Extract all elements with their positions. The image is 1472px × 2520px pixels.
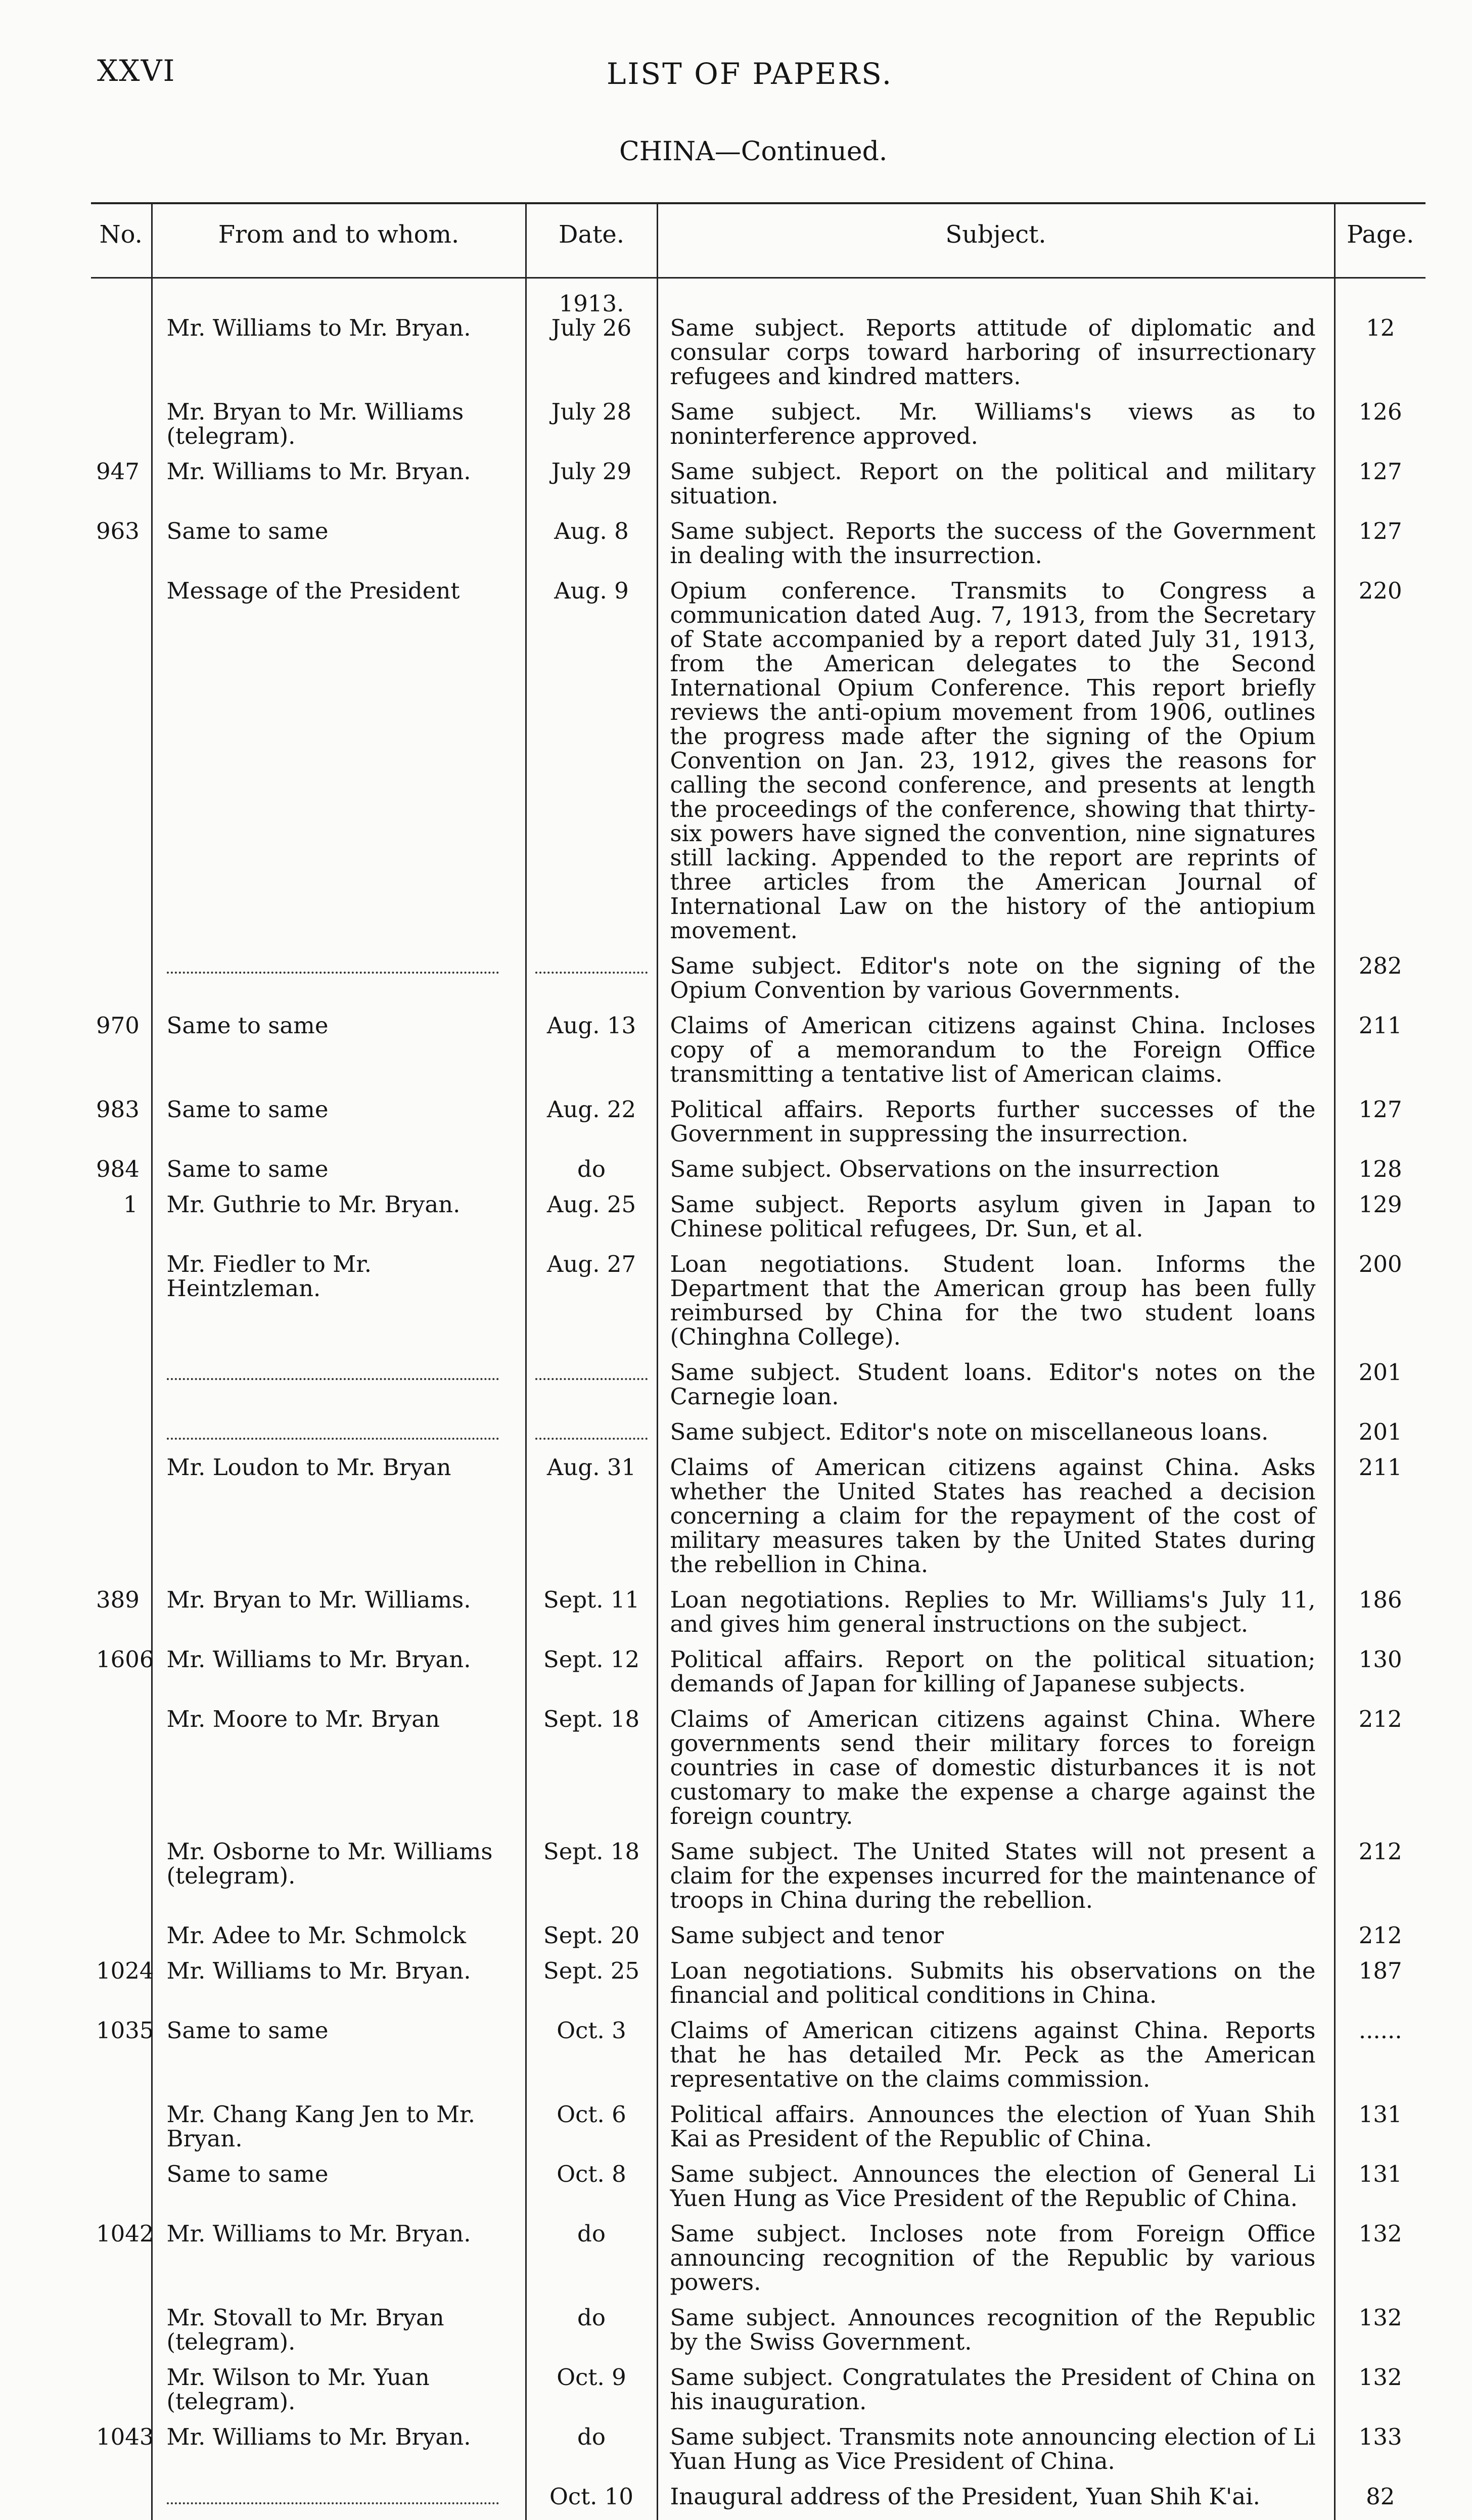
- empty-cell: [91, 1455, 152, 1588]
- table-header-row: [91, 203, 1425, 278]
- paper-date: Sept. 11: [526, 1588, 657, 1647]
- page-ref: 132: [1335, 2222, 1425, 2306]
- empty-cell: [91, 954, 152, 1014]
- table-row: [91, 1647, 1425, 1707]
- dotted-leader-line: [535, 1365, 648, 1380]
- paper-date: Sept. 12: [526, 1647, 657, 1707]
- empty-cell: [91, 1707, 152, 1840]
- paper-date: Oct. 10: [526, 2485, 657, 2520]
- empty-cell: [91, 2365, 152, 2425]
- dotted-leader-line: [167, 1365, 499, 1380]
- empty-cell: [91, 1923, 152, 1959]
- paper-date: do: [526, 2222, 657, 2306]
- table-row: [91, 1420, 1425, 1455]
- paper-subject: Same subject. The United States will not present a claim for the expenses incurred for the maintenance of troops in China during the rebellion.: [657, 1840, 1335, 1923]
- paper-subject: Loan negotiations. Student loan. Informs the Department that the American group has been fully reimbursed by China for the two student loans (Chinghna College).: [657, 1252, 1335, 1360]
- paper-number: 1042: [96, 2220, 154, 2247]
- paper-number: 984: [96, 1156, 140, 1182]
- paper-subject: Claims of American citizens against China. Incloses copy of a memorandum to the Foreign Office transmitting a tentative list of American claims.: [657, 1014, 1335, 1097]
- page-ref: 82: [1335, 2485, 1425, 2520]
- page-ref: 186: [1335, 1588, 1425, 1647]
- paper-subject: Same subject. Reports asylum given in Japan to Chinese political refugees, Dr. Sun, et al.: [657, 1193, 1335, 1252]
- page-number: XXVI: [97, 54, 176, 88]
- from-to-whom: Mr. Adee to Mr. Schmolck: [152, 1923, 526, 1959]
- paper-date: Aug. 27: [526, 1252, 657, 1360]
- from-to-whom: Mr. Williams to Mr. Bryan.: [152, 1959, 526, 2019]
- paper-number: 970: [96, 1012, 140, 1039]
- paper-date: Sept. 18: [526, 1707, 657, 1840]
- from-to-whom: Mr. Osborne to Mr. Williams (telegram).: [152, 1840, 526, 1923]
- paper-date: Aug. 8: [526, 519, 657, 579]
- paper-date: Sept. 18: [526, 1840, 657, 1923]
- page-ref: 211: [1335, 1014, 1425, 1097]
- papers-table: [91, 202, 1425, 2520]
- from-to-whom: Mr. Loudon to Mr. Bryan: [152, 1455, 526, 1588]
- dotted-leader-line: [167, 958, 499, 974]
- section-subheading: CHINA—Continued.: [619, 136, 888, 167]
- from-to-whom: Mr. Williams to Mr. Bryan.: [152, 2425, 526, 2485]
- page-ref: 187: [1335, 1959, 1425, 2019]
- empty-cell: [91, 2306, 152, 2365]
- from-to-whom: Same to same: [152, 1097, 526, 1157]
- from-to-whom: Mr. Fiedler to Mr. Heintzleman.: [152, 1252, 526, 1360]
- empty-cell: [91, 579, 152, 954]
- empty-cell: [91, 1840, 152, 1923]
- page-ref: ......: [1335, 2019, 1425, 2102]
- page-ref: 127: [1335, 1097, 1425, 1157]
- from-to-whom: Mr. Williams to Mr. Bryan.: [152, 1647, 526, 1707]
- empty-cell: [91, 1420, 152, 1455]
- table-row: [91, 2365, 1425, 2425]
- table-row: [91, 1252, 1425, 1360]
- column-header-page: Page.: [1335, 203, 1425, 278]
- paper-subject: Same subject. Editor's note on miscellaneous loans.: [657, 1420, 1335, 1455]
- from-to-whom: Same to same: [152, 519, 526, 579]
- dotted-leader-line: [167, 1425, 499, 1440]
- table-row: [91, 1360, 1425, 1420]
- paper-subject: Claims of American citizens against China. Where governments send their military forces to foreign countries in case of domestic disturbances it is not customary to make the expense a charge against the foreign country.: [657, 1707, 1335, 1840]
- page-ref: 129: [1335, 1193, 1425, 1252]
- year-row: [91, 278, 1425, 316]
- page-ref: 133: [1335, 2425, 1425, 2485]
- paper-subject: Political affairs. Announces the election of Yuan Shih Kai as President of the Republic of China.: [657, 2102, 1335, 2162]
- table-row: [91, 519, 1425, 579]
- paper-number: 1035: [96, 2017, 154, 2044]
- table-row: [91, 2425, 1425, 2485]
- from-to-whom: Mr. Wilson to Mr. Yuan (telegram).: [152, 2365, 526, 2425]
- paper-date: Oct. 6: [526, 2102, 657, 2162]
- paper-subject: Claims of American citizens against China. Reports that he has detailed Mr. Peck as the American representative on the claims commission.: [657, 2019, 1335, 2102]
- from-to-whom: Mr. Williams to Mr. Bryan.: [152, 316, 526, 400]
- paper-subject: Same subject. Report on the political and military situation.: [657, 460, 1335, 519]
- from-to-whom: Same to same: [152, 2162, 526, 2222]
- dotted-leader: [152, 954, 526, 1014]
- empty-cell: [91, 2162, 152, 2222]
- paper-subject: Inaugural address of the President, Yuan Shih K'ai.: [657, 2485, 1335, 2520]
- table-row: [91, 2222, 1425, 2306]
- dotted-leader: [152, 1360, 526, 1420]
- paper-date: Aug. 22: [526, 1097, 657, 1157]
- page-ref: 212: [1335, 1840, 1425, 1923]
- paper-date: Oct. 9: [526, 2365, 657, 2425]
- table-row: [91, 400, 1425, 460]
- page-ref: 126: [1335, 400, 1425, 460]
- paper-date: July 28: [526, 400, 657, 460]
- table-row: [91, 1923, 1425, 1959]
- paper-subject: Same subject. Mr. Williams's views as to noninterference approved.: [657, 400, 1335, 460]
- paper-subject: Same subject. Incloses note from Foreign Office announcing recognition of the Republic by various powers.: [657, 2222, 1335, 2306]
- paper-subject: Claims of American citizens against China. Asks whether the United States has reached a decision concerning a claim for the repayment of the cost of military measures taken by the United States during the rebellion in China.: [657, 1455, 1335, 1588]
- paper-date: do: [526, 2306, 657, 2365]
- paper-date: July 29: [526, 460, 657, 519]
- dotted-leader-line: [167, 2489, 499, 2504]
- page-ref: 132: [1335, 2306, 1425, 2365]
- table-row: [91, 316, 1425, 400]
- dotted-leader-line: [535, 958, 648, 974]
- paper-number: 1024: [96, 1957, 154, 1984]
- empty-cell: [91, 2102, 152, 2162]
- table-row: [91, 2306, 1425, 2365]
- paper-date: July 26: [526, 316, 657, 400]
- paper-subject: Political affairs. Report on the political situation; demands of Japan for killing of Japanese subjects.: [657, 1647, 1335, 1707]
- year-label: 1913.: [526, 278, 657, 316]
- paper-date: Sept. 20: [526, 1923, 657, 1959]
- page-ref: 201: [1335, 1420, 1425, 1455]
- paper-subject: Opium conference. Transmits to Congress a communication dated Aug. 7, 1913, from the Secretary of State accompanied by a report dated July 31, 1913, from the American delegates to the Second International Opium Conference. This report briefly reviews the anti-opium movement from 1906, outlines the progress made after the signing of the Opium Convention on Jan. 23, 1912, gives the reasons for calling the second conference, and presents at length the proceedings of the conference, showing that thirty-six powers have signed the convention, nine signatures still lacking. Appended to the report are reprints of three articles from the American Journal of International Law on the history of the antiopium movement.: [657, 579, 1335, 954]
- from-to-whom: Mr. Williams to Mr. Bryan.: [152, 460, 526, 519]
- paper-subject: Loan negotiations. Submits his observations on the financial and political conditions in China.: [657, 1959, 1335, 2019]
- page-ref: 211: [1335, 1455, 1425, 1588]
- dotted-leader: [526, 1360, 657, 1420]
- table-row: [91, 579, 1425, 954]
- paper-subject: Same subject and tenor: [657, 1923, 1335, 1959]
- paper-subject: Political affairs. Reports further successes of the Government in suppressing the insurrection.: [657, 1097, 1335, 1157]
- paper-date: Aug. 13: [526, 1014, 657, 1097]
- paper-subject: Same subject. Student loans. Editor's notes on the Carnegie loan.: [657, 1360, 1335, 1420]
- from-to-whom: Mr. Williams to Mr. Bryan.: [152, 2222, 526, 2306]
- page-title: LIST OF PAPERS.: [607, 57, 893, 91]
- table-row: [91, 2019, 1425, 2102]
- empty-cell: [91, 316, 152, 400]
- table-row: [91, 1097, 1425, 1157]
- dotted-leader-line: [535, 1425, 648, 1440]
- paper-subject: Loan negotiations. Replies to Mr. Williams's July 11, and gives him general instructions on the subject.: [657, 1588, 1335, 1647]
- page-ref: 282: [1335, 954, 1425, 1014]
- paper-subject: Same subject. Announces recognition of the Republic by the Swiss Government.: [657, 2306, 1335, 2365]
- page-ref: 220: [1335, 579, 1425, 954]
- paper-date: Aug. 31: [526, 1455, 657, 1588]
- paper-date: Sept. 25: [526, 1959, 657, 2019]
- paper-subject: Same subject. Reports attitude of diplomatic and consular corps toward harboring of insurrectionary refugees and kindred matters.: [657, 316, 1335, 400]
- table-row: [91, 2162, 1425, 2222]
- from-to-whom: Mr. Bryan to Mr. Williams (telegram).: [152, 400, 526, 460]
- from-to-whom: Mr. Guthrie to Mr. Bryan.: [152, 1193, 526, 1252]
- from-to-whom: Mr. Moore to Mr. Bryan: [152, 1707, 526, 1840]
- from-to-whom: Same to same: [152, 2019, 526, 2102]
- paper-subject: Same subject. Transmits note announcing election of Li Yuan Hung as Vice President of China.: [657, 2425, 1335, 2485]
- column-header-subject: Subject.: [657, 203, 1335, 278]
- from-to-whom: Mr. Stovall to Mr. Bryan (telegram).: [152, 2306, 526, 2365]
- page-ref: 212: [1335, 1923, 1425, 1959]
- paper-date: Aug. 25: [526, 1193, 657, 1252]
- paper-number: 983: [96, 1096, 140, 1123]
- paper-date: Oct. 8: [526, 2162, 657, 2222]
- table-row: [91, 1455, 1425, 1588]
- dotted-leader: [152, 1420, 526, 1455]
- table-row: [91, 954, 1425, 1014]
- paper-date: Aug. 9: [526, 579, 657, 954]
- page-ref: 131: [1335, 2162, 1425, 2222]
- empty-cell: [91, 400, 152, 460]
- table-row: [91, 1588, 1425, 1647]
- empty-cell: [91, 1360, 152, 1420]
- empty-cell: [91, 2485, 152, 2520]
- paper-number: 963: [96, 518, 140, 544]
- column-header-from: From and to whom.: [152, 203, 526, 278]
- paper-number: 1: [123, 1191, 138, 1218]
- page-ref: 12: [1335, 316, 1425, 400]
- paper-number: 1043: [96, 2423, 154, 2450]
- dotted-leader: [526, 1420, 657, 1455]
- dotted-leader: [526, 954, 657, 1014]
- paper-subject: Same subject. Reports the success of the Government in dealing with the insurrection.: [657, 519, 1335, 579]
- from-to-whom: Same to same: [152, 1014, 526, 1097]
- page-ref: 127: [1335, 460, 1425, 519]
- from-to-whom: Message of the President: [152, 579, 526, 954]
- table-row: [91, 1840, 1425, 1923]
- table-row: [91, 1157, 1425, 1193]
- paper-subject: Same subject. Congratulates the President of China on his inauguration.: [657, 2365, 1335, 2425]
- table-row: [91, 2102, 1425, 2162]
- paper-subject: Same subject. Editor's note on the signing of the Opium Convention by various Governments.: [657, 954, 1335, 1014]
- page-ref: 127: [1335, 519, 1425, 579]
- page-ref: 201: [1335, 1360, 1425, 1420]
- page-ref: 132: [1335, 2365, 1425, 2425]
- paper-subject: Same subject. Observations on the insurrection: [657, 1157, 1335, 1193]
- column-header-no: No.: [91, 203, 152, 278]
- table-row: [91, 1959, 1425, 2019]
- paper-subject: Same subject. Announces the election of General Li Yuen Hung as Vice President of the Republic of China.: [657, 2162, 1335, 2222]
- paper-date: do: [526, 1157, 657, 1193]
- from-to-whom: Same to same: [152, 1157, 526, 1193]
- paper-number: 947: [96, 458, 140, 485]
- paper-date: Oct. 3: [526, 2019, 657, 2102]
- paper-number: 389: [96, 1586, 140, 1613]
- table-row: [91, 1014, 1425, 1097]
- page-ref: 212: [1335, 1707, 1425, 1840]
- table-row: [91, 460, 1425, 519]
- page-ref: 128: [1335, 1157, 1425, 1193]
- paper-number: 1606: [96, 1646, 154, 1673]
- page-ref: 131: [1335, 2102, 1425, 2162]
- dotted-leader: [152, 2485, 526, 2520]
- page-ref: 130: [1335, 1647, 1425, 1707]
- empty-cell: [91, 1252, 152, 1360]
- from-to-whom: Mr. Bryan to Mr. Williams.: [152, 1588, 526, 1647]
- column-header-date: Date.: [526, 203, 657, 278]
- paper-date: do: [526, 2425, 657, 2485]
- from-to-whom: Mr. Chang Kang Jen to Mr. Bryan.: [152, 2102, 526, 2162]
- table-row: [91, 2485, 1425, 2520]
- table-row: [91, 1193, 1425, 1252]
- table-row: [91, 1707, 1425, 1840]
- page-ref: 200: [1335, 1252, 1425, 1360]
